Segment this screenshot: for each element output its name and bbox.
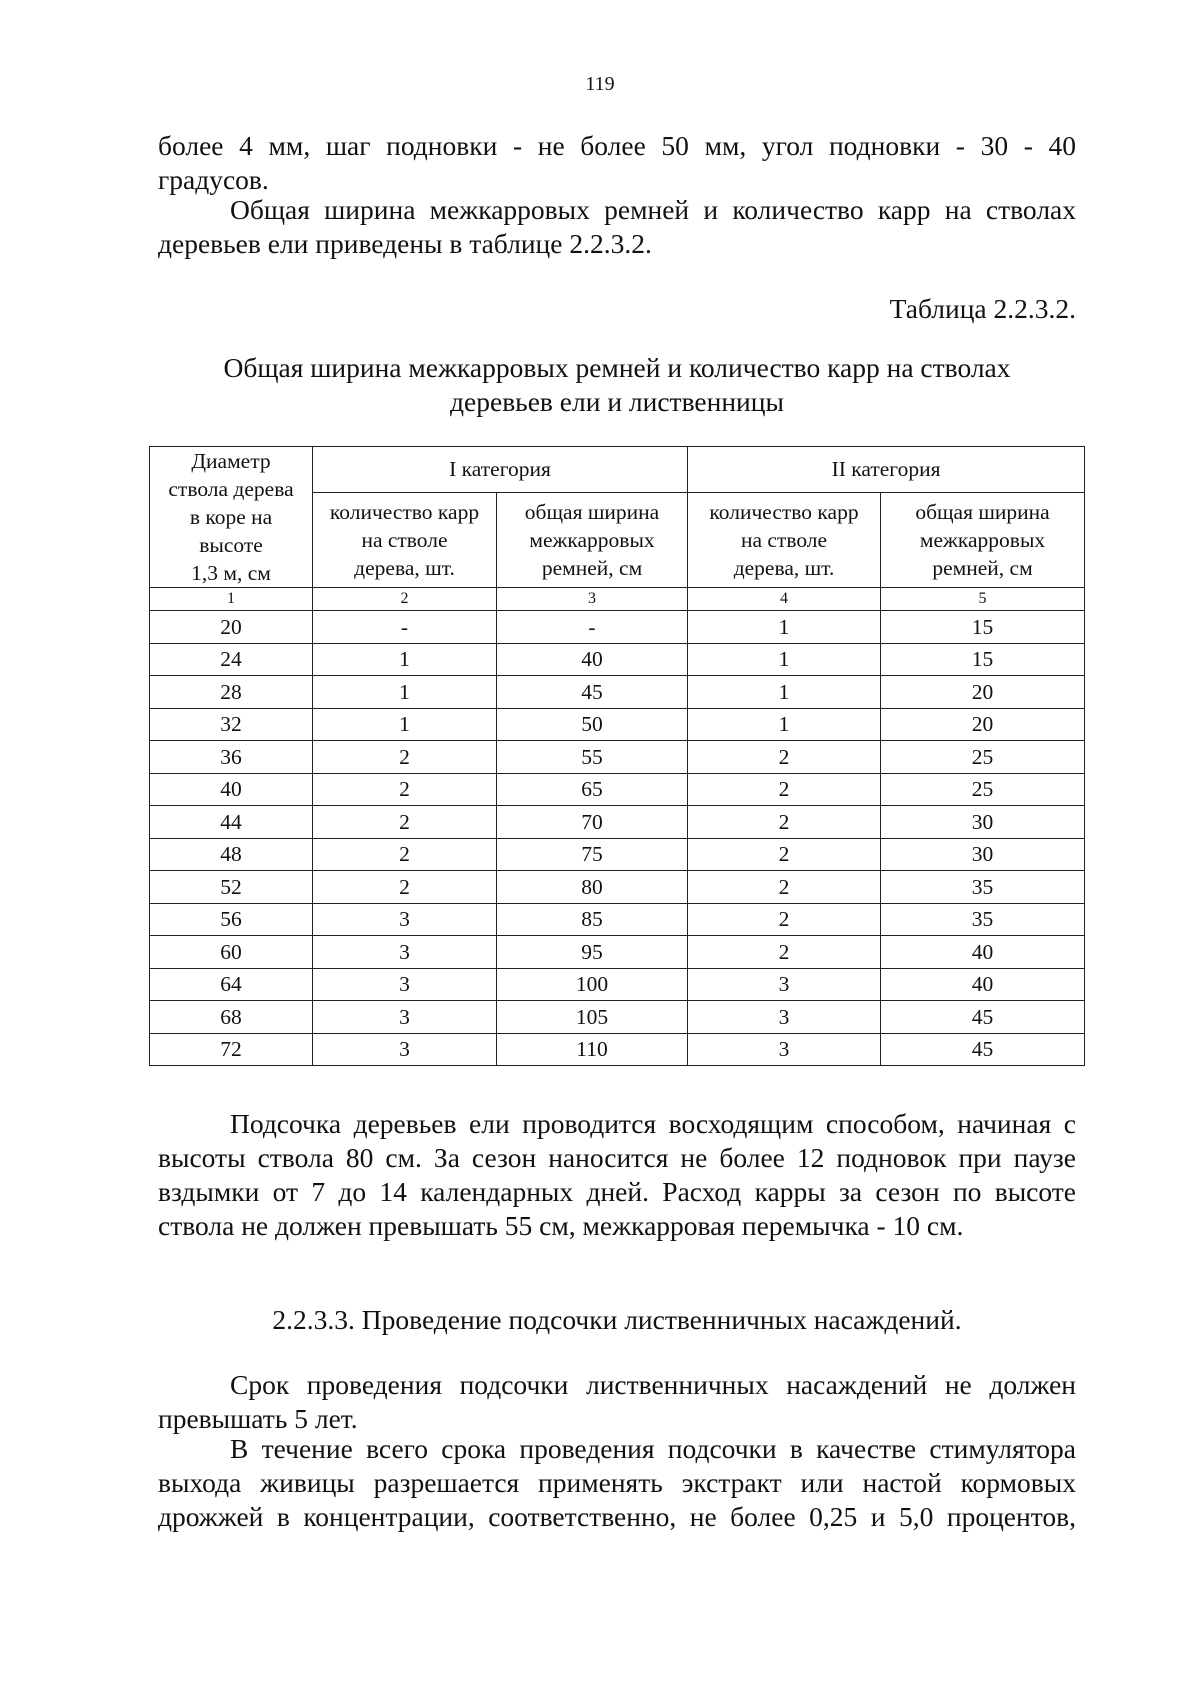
- table-cell: 100: [497, 968, 688, 1001]
- table-row: [150, 1001, 1085, 1034]
- table-cell: 3: [313, 936, 497, 969]
- table-cell: 70: [497, 806, 688, 839]
- table-cell: 75: [497, 838, 688, 871]
- table-cell: 32: [150, 708, 313, 741]
- table-row: [150, 1033, 1085, 1066]
- column-number-row: [150, 588, 1085, 611]
- table-cell: 25: [881, 741, 1085, 774]
- table-cell: 60: [150, 936, 313, 969]
- text-line: Подсочка деревьев ели проводится восходящим способом, начиная с: [230, 1108, 1076, 1139]
- intro-paragraph-2: [158, 193, 1076, 261]
- table-row: [150, 773, 1085, 806]
- table-cell: 40: [497, 643, 688, 676]
- table-cell: 2: [688, 903, 881, 936]
- table-cell: 64: [150, 968, 313, 1001]
- table-cell: 35: [881, 871, 1085, 904]
- table-cell: 1: [313, 643, 497, 676]
- table-cell: 52: [150, 871, 313, 904]
- table-cell: 2: [313, 871, 497, 904]
- text-line: В течение всего срока проведения подсочки в качестве стимулятора: [230, 1433, 1076, 1464]
- table-body: [150, 611, 1085, 1066]
- column-number: 2: [313, 588, 497, 611]
- table-cell: 3: [313, 1033, 497, 1066]
- table-header-row: [150, 447, 1085, 493]
- page-number: 119: [585, 73, 615, 95]
- table-cell: 1: [688, 676, 881, 709]
- subheader-count-cat2: количество карр на стволе дерева, шт.: [688, 493, 881, 588]
- text-line: Общая ширина межкарровых ремней и количество карр на стволах: [230, 194, 1076, 225]
- table-row: [150, 806, 1085, 839]
- table-cell: 35: [881, 903, 1085, 936]
- table-row: [150, 936, 1085, 969]
- table-cell: 15: [881, 643, 1085, 676]
- table-cell: 72: [150, 1033, 313, 1066]
- table-cell: 28: [150, 676, 313, 709]
- table-cell: 2: [313, 741, 497, 774]
- table-cell: 1: [688, 611, 881, 644]
- table-cell: 2: [688, 806, 881, 839]
- table-cell: 1: [688, 708, 881, 741]
- closing-paragraph-2: [158, 1432, 1076, 1534]
- table-row: [150, 741, 1085, 774]
- category-1-header: I категория: [313, 447, 688, 493]
- table-row: [150, 611, 1085, 644]
- after-table-paragraph: [158, 1107, 1076, 1243]
- column-number: 5: [881, 588, 1085, 611]
- table-cell: 3: [688, 1001, 881, 1034]
- table-cell: 2: [313, 838, 497, 871]
- table-row: [150, 871, 1085, 904]
- table-cell: 45: [881, 1033, 1085, 1066]
- table-cell: -: [313, 611, 497, 644]
- section-heading: 2.2.3.3. Проведение подсочки лиственничных насаждений.: [272, 1304, 962, 1335]
- text-line: Срок проведения подсочки лиственничных насаждений не должен: [230, 1369, 1076, 1400]
- table-cell: 1: [313, 708, 497, 741]
- table-cell: 25: [881, 773, 1085, 806]
- column-number: 1: [150, 588, 313, 611]
- table-cell: 44: [150, 806, 313, 839]
- text-line: градусов.: [158, 164, 269, 195]
- text-line: дрожжей в концентрации, соответственно, не более 0,25 и 5,0 процентов,: [158, 1501, 1076, 1532]
- table-cell: 3: [313, 968, 497, 1001]
- table-cell: 48: [150, 838, 313, 871]
- text-line: превышать 5 лет.: [158, 1403, 358, 1434]
- table-cell: 1: [688, 643, 881, 676]
- table-cell: 20: [150, 611, 313, 644]
- table-cell: 45: [881, 1001, 1085, 1034]
- table-cell: 1: [313, 676, 497, 709]
- table-label: Таблица 2.2.3.2.: [889, 293, 1076, 324]
- table-caption-line: Общая ширина межкарровых ремней и количество карр на стволах: [223, 352, 1011, 383]
- text-line: ствола не должен превышать 55 см, межкарровая перемычка - 10 см.: [158, 1210, 964, 1241]
- table-cell: 95: [497, 936, 688, 969]
- table-cell: 24: [150, 643, 313, 676]
- table-row: [150, 903, 1085, 936]
- table-cell: 30: [881, 806, 1085, 839]
- table-cell: 20: [881, 676, 1085, 709]
- column-number: 4: [688, 588, 881, 611]
- table-cell: 85: [497, 903, 688, 936]
- column-number: 3: [497, 588, 688, 611]
- table-cell: 20: [881, 708, 1085, 741]
- table-cell: 40: [150, 773, 313, 806]
- table-row: [150, 838, 1085, 871]
- intro-paragraph-1: [158, 129, 1076, 197]
- table-row: [150, 643, 1085, 676]
- table-row: [150, 708, 1085, 741]
- table-cell: 56: [150, 903, 313, 936]
- text-line: более 4 мм, шаг подновки - не более 50 мм, угол подновки - 30 - 40: [158, 130, 1076, 161]
- table-cell: 50: [497, 708, 688, 741]
- table-cell: 3: [313, 1001, 497, 1034]
- text-line: высоты ствола 80 см. За сезон наносится не более 12 подновок при паузе: [158, 1142, 1076, 1173]
- text-line: деревьев ели приведены в таблице 2.2.3.2.: [158, 228, 652, 259]
- table-cell: 3: [688, 1033, 881, 1066]
- table-cell: 3: [313, 903, 497, 936]
- table-row: [150, 676, 1085, 709]
- table-cell: 36: [150, 741, 313, 774]
- table-cell: 2: [313, 806, 497, 839]
- table-cell: 40: [881, 936, 1085, 969]
- table-cell: 30: [881, 838, 1085, 871]
- diameter-header: Диаметр ствола дерева в коре на высоте 1,3 м, см: [150, 447, 313, 588]
- table-cell: 15: [881, 611, 1085, 644]
- table-cell: 110: [497, 1033, 688, 1066]
- data-table: [149, 446, 1085, 1066]
- table-caption-line: деревьев ели и лиственницы: [450, 386, 784, 417]
- text-line: выхода живицы разрешается применять экстракт или настой кормовых: [158, 1467, 1076, 1498]
- subheader-width-cat2: общая ширина межкарровых ремней, см: [881, 493, 1085, 588]
- table-cell: 2: [688, 838, 881, 871]
- table-cell: -: [497, 611, 688, 644]
- table-cell: 2: [688, 741, 881, 774]
- table-cell: 2: [688, 871, 881, 904]
- table-cell: 80: [497, 871, 688, 904]
- table-cell: 2: [688, 773, 881, 806]
- category-2-header: II категория: [688, 447, 1085, 493]
- closing-paragraph-1: [158, 1368, 1076, 1436]
- table-cell: 2: [688, 936, 881, 969]
- table-caption: [158, 351, 1076, 419]
- table-cell: 105: [497, 1001, 688, 1034]
- text-line: вздымки от 7 до 14 календарных дней. Расход карры за сезон по высоте: [158, 1176, 1076, 1207]
- subheader-count-cat1: количество карр на стволе дерева, шт.: [313, 493, 497, 588]
- table-cell: 65: [497, 773, 688, 806]
- table-cell: 55: [497, 741, 688, 774]
- table-row: [150, 968, 1085, 1001]
- table-cell: 40: [881, 968, 1085, 1001]
- table-cell: 3: [688, 968, 881, 1001]
- subheader-width-cat1: общая ширина межкарровых ремней, см: [497, 493, 688, 588]
- table-cell: 45: [497, 676, 688, 709]
- table-cell: 2: [313, 773, 497, 806]
- table-cell: 68: [150, 1001, 313, 1034]
